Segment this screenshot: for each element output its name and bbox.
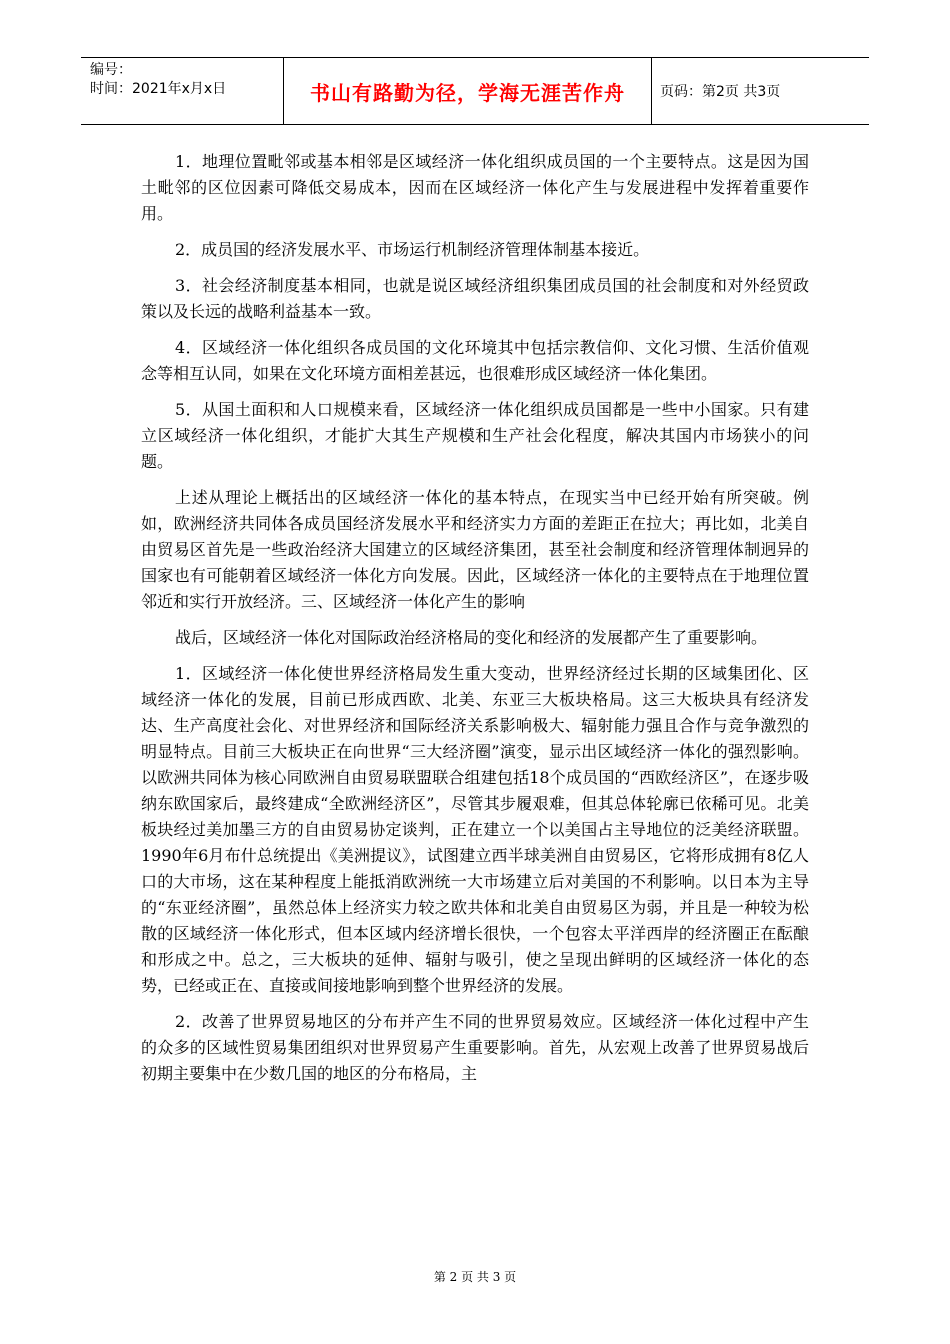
- header-motto: 书山有路勤为径，学海无涯苦作舟: [283, 58, 652, 124]
- paragraph-3: 3．社会经济制度基本相同，也就是说区域经济组织集团成员国的社会制度和对外经贸政策以及长远的战略利益基本一致。: [141, 276, 809, 321]
- page-footer: 第 2 页 共 3 页: [433, 1270, 517, 1284]
- paragraph-1: 1．地理位置毗邻或基本相邻是区域经济一体化组织成员国的一个主要特点。这是因为国土毗邻的区位因素可降低交易成本，因而在区域经济一体化产生与发展进程中发挥着重要作用。: [141, 152, 809, 223]
- paragraph-8: 1．区域经济一体化使世界经济格局发生重大变动，世界经济经过长期的区域集团化、区域经济一体化的发展，目前已形成西欧、北美、东亚三大板块格局。这三大板块具有经济发达、生产高度社会化、对世界经济和国际经济关系影响极大、辐射能力强且合作与竞争激烈的明显特点。目前三大板块正在向世界“三大经济圈”演变，显示出区域经济一体化的强烈影响。以欧洲共同体为核心同欧洲自由贸易联盟联合组建包括18个成员国的“西欧经济区”，在逐步吸纳东欧国家后，最终建成“全欧洲经济区”，尽管其步履艰难，但其总体轮廓已依稀可见。北美板块经过美加墨三方的自由贸易协定谈判，正在建立一个以美国占主导地位的泛美经济联盟。1990年6月布什总统提出《美洲提议》，试图建立西半球美洲自由贸易区，它将形成拥有8亿人口的大市场，这在某种程度上能抵消欧洲统一大市场建立后对美国的不利影响。以日本为主导的“东亚经济圈”，虽然总体上经济实力较之欧共体和北美自由贸易区为弱，并且是一种较为松散的区域经济一体化形式，但本区域内经济增长很快，一个包容太平洋西岸的经济圈正在酝酿和形成之中。总之，三大板块的延伸、辐射与吸引，使之呈现出鲜明的区域经济一体化的态势，已经或正在、直接或间接地影响到整个世界经济的发展。: [141, 664, 809, 995]
- document-number-label: 编号：: [90, 62, 132, 78]
- paragraph-7: 战后，区域经济一体化对国际政治经济格局的变化和经济的发展都产生了重要影响。: [175, 628, 768, 647]
- header-meta: [81, 58, 283, 124]
- header-page-info: 页码：第2页 共3页: [660, 84, 781, 100]
- paragraph-2: 2．成员国的经济发展水平、市场运行机制经济管理体制基本接近。: [175, 240, 650, 259]
- paragraph-9: 2．改善了世界贸易地区的分布并产生不同的世界贸易效应。区域经济一体化过程中产生的众多的区域性贸易集团组织对世界贸易产生重要影响。首先，从宏观上改善了世界贸易战后初期主要集中在少数几国的地区的分布格局，主: [141, 1012, 809, 1083]
- document-time-label: 时间：2021年x月x日: [90, 81, 227, 97]
- paragraph-5: 5．从国土面积和人口规模来看，区域经济一体化组织成员国都是一些中小国家。只有建立区域经济一体化组织，才能扩大其生产规模和生产社会化程度，解决其国内市场狭小的问题。: [141, 400, 809, 471]
- page-header: [81, 57, 869, 125]
- paragraph-6: 上述从理论上概括出的区域经济一体化的基本特点，在现实当中已经开始有所突破。例如，欧洲经济共同体各成员国经济发展水平和经济实力方面的差距正在拉大；再比如，北美自由贸易区首先是一些政治经济大国建立的区域经济集团，甚至社会制度和经济管理体制迥异的国家也有可能朝着区域经济一体化方向发展。因此，区域经济一体化的主要特点在于地理位置邻近和实行开放经济。三、区域经济一体化产生的影响: [141, 488, 809, 611]
- document-body: [141, 149, 809, 1097]
- paragraph-4: 4．区域经济一体化组织各成员国的文化环境其中包括宗教信仰、文化习惯、生活价值观念等相互认同，如果在文化环境方面相差甚远，也很难形成区域经济一体化集团。: [141, 338, 809, 383]
